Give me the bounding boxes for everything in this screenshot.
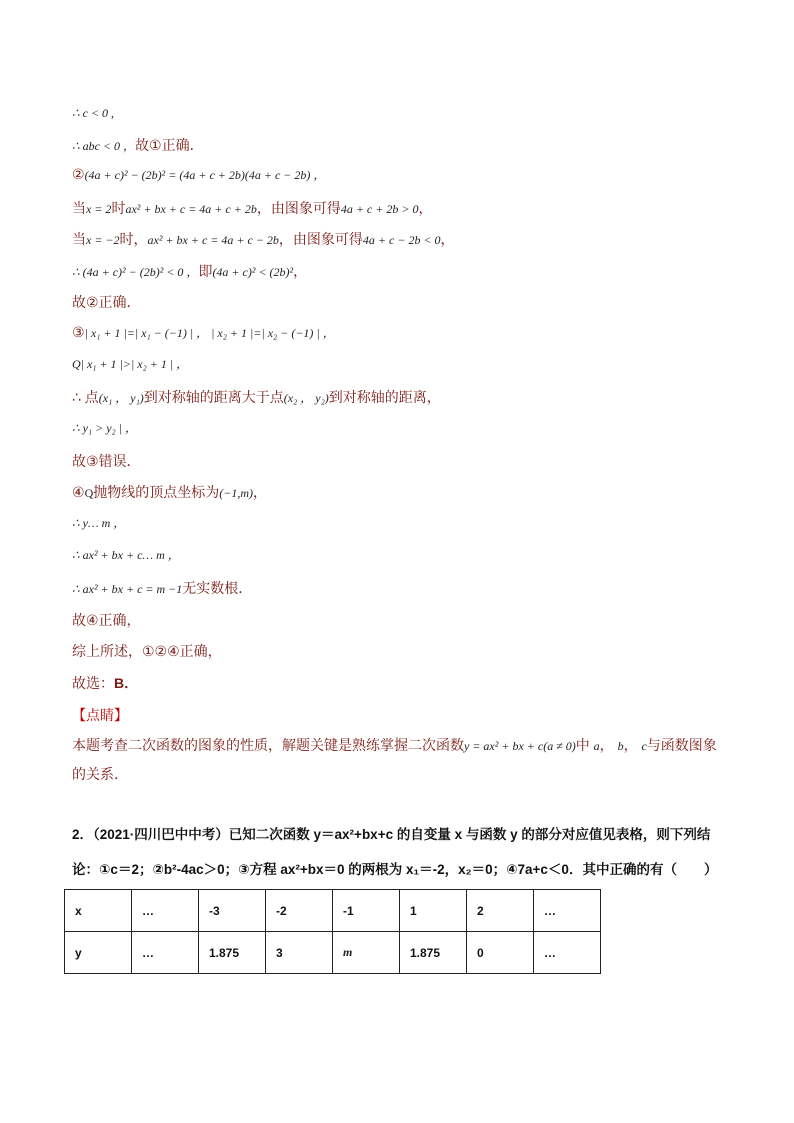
text-distance-greater: 到对称轴的距离大于点 bbox=[143, 389, 284, 405]
summary: 综上所述，①②④正确， bbox=[72, 643, 222, 659]
text-comma: ， bbox=[599, 737, 614, 753]
math-c: c bbox=[641, 739, 647, 753]
text-comma: ， bbox=[293, 263, 308, 279]
table-row-y bbox=[65, 932, 601, 974]
text-ji: 即 bbox=[198, 263, 213, 279]
table-cell: 1 bbox=[400, 890, 467, 932]
solution-line-13 bbox=[72, 482, 722, 502]
table-cell: … bbox=[534, 890, 601, 932]
math-point-2: (x₂ ， y₂) bbox=[283, 391, 329, 405]
table-cell: 3 bbox=[266, 932, 333, 974]
math-ineq-x2: 4a + c + 2b > 0 bbox=[340, 202, 419, 216]
question-2-line-1: 2．（2021·四川巴中中考）已知二次函数 y＝ax²+bx+c 的自变量 x 与函数 y 的部分对应值见表格，则下列结 bbox=[72, 827, 711, 842]
key-point-text-2: 中 bbox=[575, 737, 590, 753]
text-from-graph: ，由图象可得 bbox=[256, 200, 341, 216]
conclusion-2-correct: 故②正确． bbox=[72, 294, 141, 310]
text-from-graph: ，由图象可得 bbox=[278, 231, 363, 247]
text-when: 当 bbox=[72, 200, 86, 216]
math-abs-values: | x₁ + 1 |=| x₁ − (−1) | ， | x₂ + 1 |=| x₂ − (−1) | ， bbox=[84, 326, 335, 340]
solution-line-15 bbox=[72, 546, 722, 563]
conclusion-1-correct: 故①正确． bbox=[135, 137, 204, 153]
text-comma: ， bbox=[623, 737, 638, 753]
text-shi: 时 bbox=[111, 200, 126, 216]
text-distance: 到对称轴的距离， bbox=[328, 389, 441, 405]
section-heading-dianjing: 【点睛】 bbox=[72, 707, 128, 723]
text-comma: ， bbox=[440, 231, 455, 247]
because-symbol: Q bbox=[84, 486, 94, 500]
table-cell: -1 bbox=[333, 890, 400, 932]
math-abc-lt-0: ∴ abc < 0 ， bbox=[72, 139, 136, 153]
solution-line-11 bbox=[72, 419, 722, 436]
circled-3: ③ bbox=[72, 324, 85, 340]
solution-line-4 bbox=[72, 198, 722, 218]
math-quadratic-form: y = ax² + bx + c(a ≠ 0) bbox=[464, 739, 576, 753]
value-table bbox=[64, 889, 601, 974]
math-y-ge-m: ∴ y… m ， bbox=[72, 516, 126, 530]
table-cell: y bbox=[65, 932, 132, 974]
table-cell: x bbox=[65, 890, 132, 932]
circled-4: ④ bbox=[72, 484, 85, 500]
table-cell: 1.875 bbox=[400, 932, 467, 974]
table-cell: 0 bbox=[467, 932, 534, 974]
solution-line-17 bbox=[72, 610, 722, 630]
text-shi: 时， bbox=[119, 231, 148, 247]
answer-value: B． bbox=[114, 675, 139, 691]
text-comma: ， bbox=[253, 484, 267, 500]
table-cell: 2 bbox=[467, 890, 534, 932]
math-expr-x2: ax² + bx + c = 4a + c + 2b bbox=[125, 202, 257, 216]
solution-line-5 bbox=[72, 229, 722, 249]
math-c-lt-0: ∴ c < 0 , bbox=[72, 106, 115, 120]
solution-line-14 bbox=[72, 514, 722, 531]
math-point-1: (x₁ ， y₁) bbox=[98, 391, 144, 405]
key-point-text-3: 与函数图象的关系． bbox=[72, 737, 717, 782]
solution-line-1 bbox=[72, 104, 722, 121]
key-point-text-1: 本题考查二次函数的图象的性质，解题关键是熟练掌握二次函数 bbox=[72, 737, 464, 753]
conclusion-3-wrong: 故③错误． bbox=[72, 453, 141, 469]
math-a: a bbox=[593, 739, 600, 753]
conclusion-4-correct: 故④正确， bbox=[72, 612, 141, 628]
table-cell: m bbox=[333, 932, 400, 974]
math-quad-eq: ∴ ax² + bx + c = m −1 bbox=[72, 582, 183, 596]
math-x-eq-2: x = 2 bbox=[86, 202, 112, 216]
table-cell: … bbox=[534, 932, 601, 974]
math-ineq-xneg2: 4a + c − 2b < 0 bbox=[362, 233, 441, 247]
table-cell: … bbox=[132, 932, 199, 974]
math-difference-of-squares: (4a + c)² − (2b)² = (4a + c + 2b)(4a + c − 2b) ， bbox=[84, 168, 326, 182]
math-y1-gt-y2: ∴ y₁ > y₂ | ， bbox=[72, 421, 138, 435]
math-square-compare: (4a + c)² < (2b)² bbox=[212, 265, 294, 279]
text-when: 当 bbox=[72, 231, 86, 247]
solution-line-18 bbox=[72, 641, 722, 661]
solution-line-3 bbox=[72, 166, 722, 183]
solution-line-16 bbox=[72, 578, 722, 598]
math-abs-compare: Q| x₁ + 1 |>| x₂ + 1 | ， bbox=[72, 357, 189, 371]
solution-line-8 bbox=[72, 324, 722, 341]
math-vertex: (−1,m) bbox=[219, 486, 253, 500]
math-b: b bbox=[617, 739, 624, 753]
text-comma: ， bbox=[418, 200, 433, 216]
table-cell: -3 bbox=[199, 890, 266, 932]
table-row-x bbox=[65, 890, 601, 932]
text-point: ∴ 点 bbox=[72, 389, 99, 405]
solution-line-7 bbox=[72, 292, 722, 312]
math-quad-ge-m: ∴ ax² + bx + c… m ， bbox=[72, 548, 180, 562]
text-no-real-roots: 无实数根． bbox=[182, 580, 253, 596]
solution-line-9 bbox=[72, 355, 722, 372]
solution-line-2 bbox=[72, 135, 722, 155]
answer-label: 故选： bbox=[72, 675, 114, 691]
solution-line-12 bbox=[72, 451, 722, 471]
solution-line-6 bbox=[72, 261, 722, 281]
question-2-line-2: 论：①c＝2；②b²-4ac＞0；③方程 ax²+bx＝0 的两根为 x₁＝-2，x₂＝0；④7a+c＜0．其中正确的有（ ） bbox=[72, 862, 718, 877]
table-cell: -2 bbox=[266, 890, 333, 932]
math-expr-xneg2: ax² + bx + c = 4a + c − 2b bbox=[147, 233, 279, 247]
circled-2: ② bbox=[72, 166, 85, 182]
solution-line-10 bbox=[72, 387, 722, 407]
math-x-eq-neg2: x = −2 bbox=[86, 233, 120, 247]
key-point-paragraph bbox=[72, 731, 722, 788]
table-cell: … bbox=[132, 890, 199, 932]
table-cell: 1.875 bbox=[199, 932, 266, 974]
solution-line-19 bbox=[72, 673, 722, 693]
text-vertex: 抛物线的顶点坐标为 bbox=[93, 484, 220, 500]
math-product-lt-0: ∴ (4a + c)² − (2b)² < 0 ， bbox=[72, 265, 199, 279]
